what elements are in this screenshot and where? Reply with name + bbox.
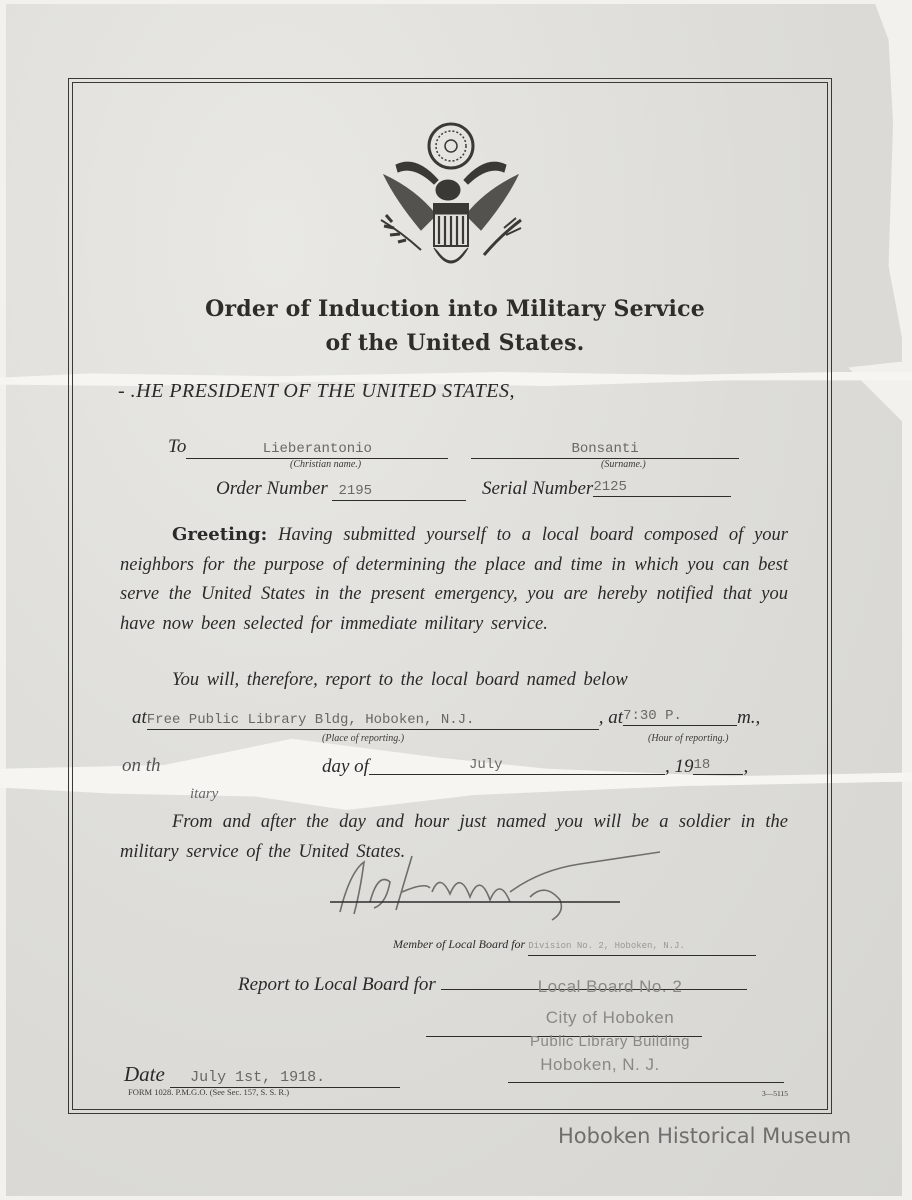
report-instruction bbox=[120, 666, 788, 696]
day-of-label: day of bbox=[322, 756, 369, 777]
salutation-president: - .HE PRESIDENT OF THE UNITED STATES, bbox=[118, 380, 516, 402]
greeting-word: Greeting: bbox=[172, 524, 268, 545]
surname-caption: (Surname.) bbox=[601, 459, 646, 470]
stamp-line-2: City of Hoboken bbox=[545, 1008, 675, 1027]
report-board-line-3 bbox=[508, 1082, 784, 1083]
order-number-label: Order Number bbox=[216, 478, 328, 499]
on-the-fragment: on th bbox=[122, 755, 161, 776]
year-prefix: , 19 bbox=[664, 756, 694, 777]
soldier-text: From and after the day and hour just named you will be a soldier in the military service of the United States. bbox=[120, 812, 788, 862]
at-label: at bbox=[132, 707, 147, 728]
surname-field: Bonsanti bbox=[471, 440, 739, 459]
hour-caption: (Hour of reporting.) bbox=[648, 733, 729, 744]
great-seal-eagle-icon bbox=[376, 120, 526, 278]
report-board-label: Report to Local Board for bbox=[238, 974, 436, 995]
to-row bbox=[168, 436, 739, 459]
report-text: You will, therefore, report to the local board named below bbox=[172, 670, 628, 690]
place-hour-row bbox=[132, 707, 760, 730]
museum-watermark: Hoboken Historical Museum bbox=[558, 1124, 852, 1148]
form-number-footer: FORM 1028. P.M.G.O. (See Sec. 157, S. S. R.) bbox=[128, 1087, 290, 1097]
date-of-report-row: day of July , 1918 , bbox=[322, 756, 749, 777]
greeting-paragraph bbox=[120, 520, 788, 639]
serial-number-label: Serial Number bbox=[481, 478, 594, 499]
year-field: 18 bbox=[693, 756, 743, 775]
member-board-row bbox=[393, 937, 756, 956]
form-code: 3—5115 bbox=[762, 1089, 788, 1098]
torn-fragment-text: itary bbox=[190, 786, 219, 802]
stamp-line-1: Local Board No. 2 bbox=[537, 977, 683, 996]
date-label: Date bbox=[124, 1062, 165, 1086]
to-label: To bbox=[168, 436, 187, 457]
christian-name-caption: (Christian name.) bbox=[290, 459, 362, 470]
document-title-line-1: Order of Induction into Military Service bbox=[205, 296, 705, 322]
date-row bbox=[124, 1062, 400, 1088]
document-title-line-2: of the United States. bbox=[325, 330, 585, 356]
meridiem-label: m., bbox=[737, 707, 761, 728]
christian-name-field: Lieberantonio bbox=[186, 440, 448, 459]
member-board-label: Member of Local Board for bbox=[393, 937, 526, 951]
member-board-field: Division No. 2, Hoboken, N.J. bbox=[528, 937, 756, 956]
place-caption: (Place of reporting.) bbox=[322, 733, 405, 744]
at-label-2: , at bbox=[598, 707, 624, 728]
greeting-text: Having submitted yourself to a local board composed of your neighbors for the purpose of determining the place and time in which you can best serve the United States in the present emergency, you are hereby notified that you have now been selected for immediate military service. bbox=[120, 525, 789, 634]
serial-number-field: 2125 bbox=[593, 478, 731, 497]
order-number-field: 2195 bbox=[332, 482, 466, 501]
place-of-reporting-field: Free Public Library Bldg, Hoboken, N.J. bbox=[147, 711, 599, 730]
stamp-line-3: Public Library Building bbox=[530, 1033, 690, 1050]
hour-of-reporting-field: 7:30 P. bbox=[623, 707, 737, 726]
stamp-line-4: Hoboken, N. J. bbox=[540, 1055, 660, 1074]
date-field: July 1st, 1918. bbox=[170, 1069, 400, 1088]
board-member-signature bbox=[330, 842, 660, 922]
month-field: July bbox=[369, 756, 665, 775]
order-serial-row bbox=[216, 478, 731, 501]
